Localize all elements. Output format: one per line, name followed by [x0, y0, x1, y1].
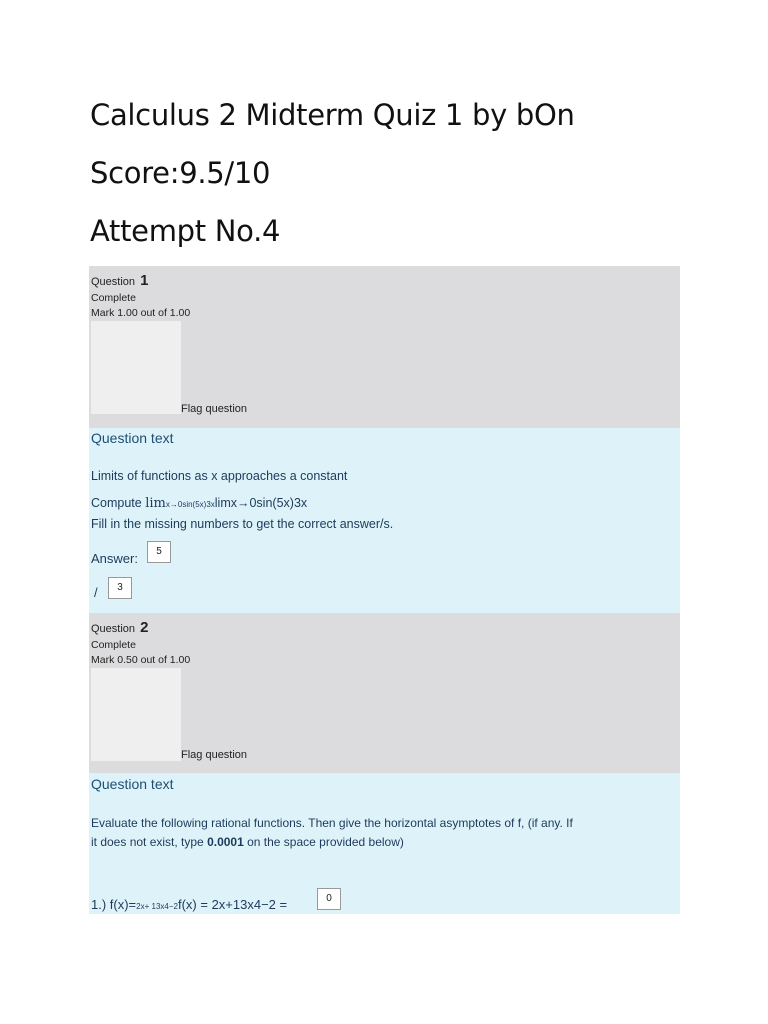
question-2-instruction-line-1: Evaluate the following rational functions. Then give the horizontal asymptotes of f, (if any. If: [91, 816, 573, 830]
question-2-answer-field[interactable]: 0: [317, 888, 341, 910]
question-1-answer-field-2[interactable]: 3: [108, 577, 132, 599]
quiz-title: Calculus 2 Midterm Quiz 1 by bOn: [90, 98, 575, 132]
question-2-text-heading: Question text: [91, 776, 174, 792]
question-1-answer-label: Answer:: [91, 551, 138, 566]
question-1-number: Question 1: [91, 272, 149, 289]
question-2-flag-link[interactable]: Flag question: [181, 749, 248, 761]
question-2-info: [89, 613, 680, 773]
question-2-item-1: 1.) f(x)=2x+ 13x4−2f(x) = 2x+13x4−2 =: [91, 897, 288, 912]
question-1-flag-icon[interactable]: [91, 321, 181, 414]
quiz-score: Score:9.5/10: [90, 156, 271, 190]
question-1-mark: Mark 1.00 out of 1.00: [91, 307, 191, 319]
question-1-instruction: Fill in the missing numbers to get the correct answer/s.: [91, 517, 394, 531]
question-2-instruction-line-2: it does not exist, type 0.0001 on the space provided below): [91, 835, 404, 849]
question-1-text: [89, 428, 680, 613]
question-2-flag-icon[interactable]: [91, 668, 181, 761]
question-1-topic: Limits of functions as x approaches a constant: [91, 469, 348, 483]
question-1-slash: /: [94, 585, 98, 600]
question-1-answer-field-1[interactable]: 5: [147, 541, 171, 563]
question-2-mark: Mark 0.50 out of 1.00: [91, 654, 191, 666]
question-1-info: [89, 266, 680, 428]
quiz-attempt: Attempt No.4: [90, 214, 281, 248]
question-2-text: [89, 773, 680, 914]
question-1-text-heading: Question text: [91, 430, 174, 446]
question-2-state: Complete: [91, 639, 136, 651]
question-1-compute: Compute limx→0sin(5x)3xlimx→0sin(5x)3x: [91, 496, 308, 511]
question-2-number: Question 2: [91, 619, 149, 636]
question-1-state: Complete: [91, 292, 136, 304]
question-1-flag-link[interactable]: Flag question: [181, 403, 248, 415]
